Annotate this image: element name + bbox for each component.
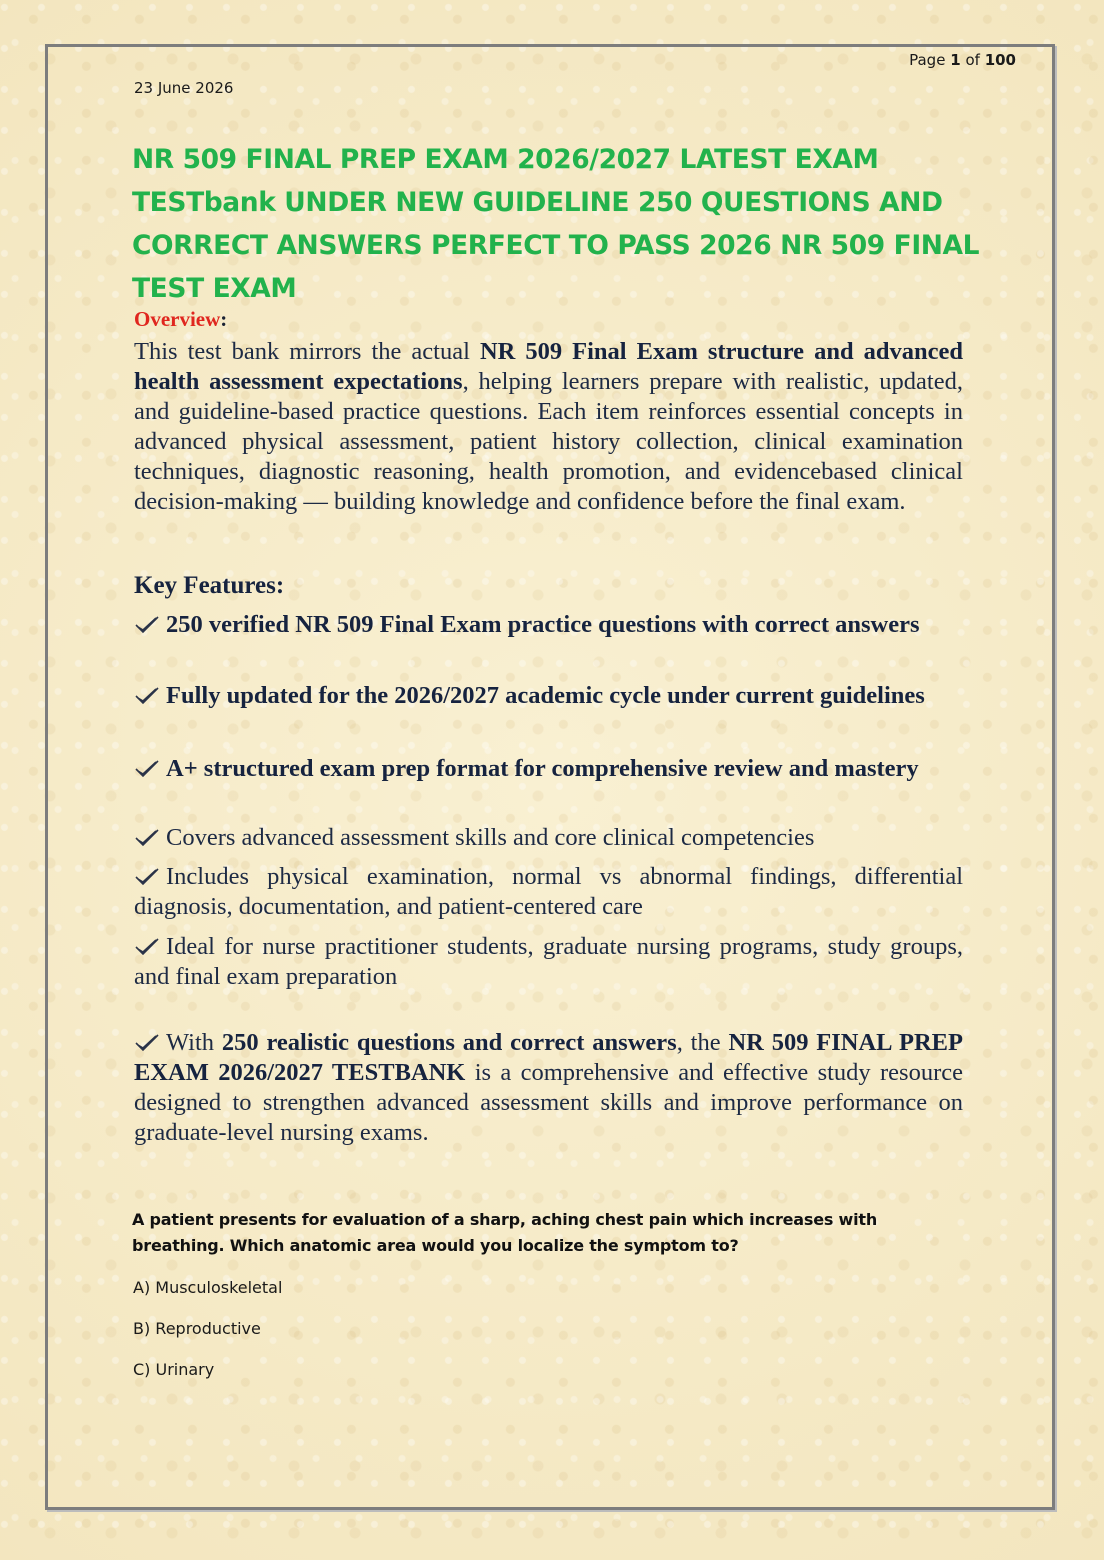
feature-item (134, 932, 963, 992)
feature-item (134, 823, 963, 853)
feature-text: A+ structured exam prep format for comprehensive review and mastery (166, 755, 919, 782)
key-features-heading: Key Features: (134, 572, 285, 599)
summary-bold-part: 250 realistic questions and correct answers (221, 1029, 677, 1056)
document-title: NR 509 FINAL PREP EXAM 2026/2027 LATEST EXAM TESTbank UNDER NEW GUIDELINE 250 QUESTIONS AND CORRECT ANSWERS PERFECT TO PASS 2026 NR 509 FINAL TEST EXAM (132, 144, 980, 304)
summary-bold-part: NR 509 FINAL PREP EXAM 2026/2027 TESTBANK (134, 1029, 963, 1086)
check-icon (134, 680, 160, 712)
feature-text: 250 verified NR 509 Final Exam practice questions with correct answers (166, 611, 920, 638)
summary-text-part: is a comprehensive and effective study resource designed to strengthen advanced assessment skills and improve performance on graduate-level nursing exams. (134, 1059, 963, 1146)
answer-option-c: C) Urinary (133, 1360, 215, 1379)
summary-paragraph (134, 1028, 963, 1148)
overview-text-part: This test bank mirrors the actual (134, 338, 480, 365)
feature-item (134, 753, 963, 785)
feature-item (134, 609, 963, 641)
feature-text: Ideal for nurse practitioner students, graduate nursing programs, study groups, and final exam preparation (134, 933, 963, 990)
overview-colon: : (220, 307, 228, 331)
page-prefix: Page (909, 51, 946, 69)
feature-text: Covers advanced assessment skills and core clinical competencies (166, 824, 815, 851)
overview-heading-label: Overview (134, 307, 221, 331)
page-total: 100 (984, 51, 1016, 69)
answer-option-a: A) Musculoskeletal (133, 1278, 283, 1297)
overview-paragraph (134, 337, 963, 517)
check-icon (134, 823, 160, 853)
check-icon (134, 609, 160, 641)
feature-item (134, 680, 963, 712)
page-of: of (965, 51, 980, 69)
feature-text: Fully updated for the 2026/2027 academic cycle under current guidelines (166, 682, 925, 709)
overview-text-part: , helping learners prepare with realistic, updated, and guideline-based practice questions. Each item reinforces essential concepts in advanced physical assessment, patient history collection, clinical examination techniques, diagnostic reasoning, health promotion, and evidencebased clinical decision-making — building knowledge and confidence before the final exam. (134, 368, 963, 515)
check-icon (134, 1028, 160, 1058)
check-icon (134, 862, 160, 892)
check-icon (134, 932, 160, 962)
page-number (909, 51, 1016, 69)
question-stem: A patient presents for evaluation of a sharp, aching chest pain which increases with breathing. Which anatomic area would you localize the symptom to? (132, 1210, 878, 1255)
answer-option-b: B) Reproductive (133, 1319, 261, 1338)
page-current: 1 (950, 51, 961, 69)
feature-item (134, 862, 963, 922)
document-date: 23 June 2026 (134, 79, 234, 97)
summary-text-part: , the (676, 1029, 729, 1056)
overview-bold-part: NR 509 Final Exam structure and advanced health assessment expectations (134, 338, 963, 395)
check-icon (134, 753, 160, 785)
summary-text-part: With (166, 1029, 222, 1056)
feature-text: Includes physical examination, normal vs abnormal findings, differential diagnosis, documentation, and patient-centered care (134, 863, 963, 920)
overview-heading (134, 307, 227, 332)
